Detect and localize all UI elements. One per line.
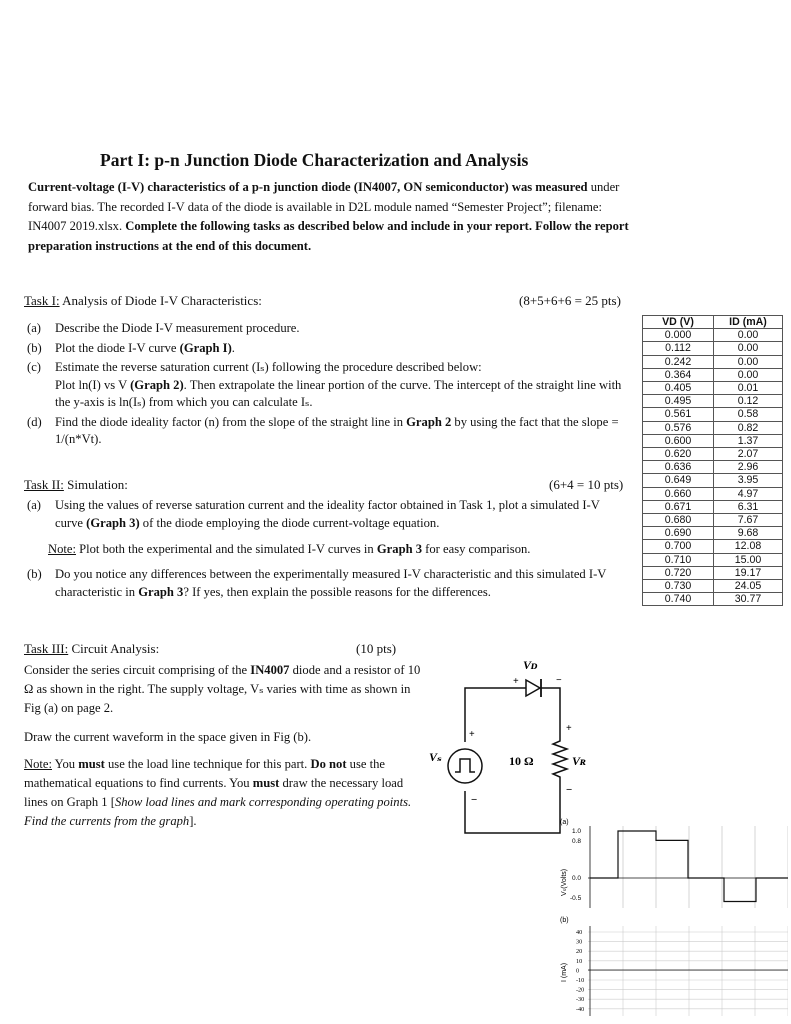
task1-item-b: (b) Plot the diode I-V curve (Graph I). [27, 340, 235, 355]
table-row [643, 487, 783, 500]
intro-bold-1: Current-voltage (I-V) characteristics of a p-n junction diode (IN4007, ON semiconductor) was measured [28, 180, 588, 194]
fig-a-voltage-waveform [552, 816, 788, 912]
task2-heading [24, 477, 128, 493]
iv-data-table-wrap [642, 315, 783, 606]
vs-plus: + [469, 729, 475, 740]
table-cell-id: 2.96 [714, 461, 783, 474]
table-cell-vd: 0.680 [643, 514, 714, 527]
task3-paragraph-2: Draw the current waveform in the space given in Fig (b). [24, 730, 312, 744]
task1-heading [24, 293, 262, 309]
task1-item-d: (d) Find the diode ideality factor (n) from the slope of the straight line in Graph 2 by using the fact that the slope = 1/(n*Vt). [27, 414, 619, 446]
task2-item-a: (a) Using the values of reverse saturation current and the ideality factor obtained in Task 1, plot a simulated I-V curve (Graph 3) of the diode employing the diode current-voltage equation. [27, 498, 600, 530]
task2-label: Task II: [24, 477, 64, 492]
table-cell-vd: 0.364 [643, 368, 714, 381]
fig-b-current-plot [552, 912, 788, 1022]
fig-a-ylabel: Vₛ(Volts) [561, 868, 568, 896]
table-cell-id: 0.12 [714, 395, 783, 408]
table-cell-id: 15.00 [714, 553, 783, 566]
task1-points: (8+5+6+6 = 25 pts) [519, 293, 621, 308]
vd-label: Vᴅ [523, 658, 538, 672]
task3-heading [24, 641, 159, 657]
task2-items-b [27, 566, 627, 603]
table-cell-vd: 0.649 [643, 474, 714, 487]
intro-bold-2: Complete the following tasks as described below and include in your report. Follow the report preparation instructions at the end of this document. [28, 219, 629, 253]
table-row [643, 500, 783, 513]
fig-b-tick: -10 [576, 977, 585, 984]
fig-a-tick-1: 1.0 [572, 828, 582, 835]
vd-minus: − [556, 675, 562, 686]
fig-b-tick: -30 [576, 996, 585, 1004]
task3-label: Task III: [24, 641, 69, 656]
table-cell-id: 4.97 [714, 487, 783, 500]
fig-a-label: (a) [560, 819, 569, 826]
task2-note: Note: Plot both the experimental and the simulated I-V curves in Graph 3 for easy comparison. [48, 542, 531, 556]
table-cell-vd: 0.405 [643, 382, 714, 395]
fig-b-ylabel: I (mA) [561, 962, 568, 982]
table-cell-id: 0.58 [714, 408, 783, 421]
table-cell-id: 0.82 [714, 421, 783, 434]
table-cell-id: 1.37 [714, 434, 783, 447]
table-row [643, 580, 783, 593]
table-row [643, 514, 783, 527]
table-header-id: ID (mA) [714, 316, 783, 329]
fig-b-tick: 20 [576, 948, 583, 956]
diode-symbol [520, 679, 550, 697]
task2-points: (6+4 = 10 pts) [549, 477, 624, 492]
table-cell-id: 30.77 [714, 593, 783, 606]
fig-b-tick: 0 [576, 967, 580, 975]
table-row [643, 593, 783, 606]
vs-label: Vₛ [429, 750, 442, 764]
table-cell-vd: 0.620 [643, 448, 714, 461]
task2-item-b: (b) Do you notice any differences between the experimentally measured I-V characteristic and this simulated I-V characteristic in Graph 3? If yes, then explain the possible reasons for the differences. [27, 567, 607, 599]
voltage-source-symbol [448, 749, 482, 783]
table-cell-vd: 0.000 [643, 329, 714, 342]
task3-note: Note: You must use the load line technique for this part. Do not use the mathematical equations to find currents. You must draw the necessary load lines on Graph 1 [Show load lines and mark corresponding operating points. Find the currents from the graph]. [24, 757, 412, 828]
task1-item-c: (c) Estimate the reverse saturation current (Iₛ) following the procedure described below: Plot ln(I) vs V (Graph 2). Then extrapolate the linear portion of the curve. The intercept of the straight line with the y-axis is ln(Iₛ) from which you can calculate Iₛ. [27, 360, 622, 409]
table-row [643, 342, 783, 355]
table-cell-id: 7.67 [714, 514, 783, 527]
vs-minus: − [471, 794, 478, 806]
wire-top-right [550, 688, 560, 735]
table-cell-id: 24.05 [714, 580, 783, 593]
table-cell-vd: 0.242 [643, 355, 714, 368]
table-cell-vd: 0.495 [643, 395, 714, 408]
table-cell-id: 3.95 [714, 474, 783, 487]
table-row [643, 382, 783, 395]
table-cell-id: 12.08 [714, 540, 783, 553]
fig-a-tick-3: 0.0 [572, 875, 582, 882]
task3-paragraph-1: Consider the series circuit comprising of the IN4007 diode and a resistor of 10 Ω as shown in the right. The supply voltage, Vₛ varies with time as shown in Fig (a) on page 2. [24, 663, 421, 715]
table-cell-id: 6.31 [714, 500, 783, 513]
resistor-label: 10 Ω [509, 754, 534, 768]
task2-items [27, 497, 627, 534]
table-cell-id: 0.01 [714, 382, 783, 395]
table-cell-id: 0.00 [714, 368, 783, 381]
task1-item-a: (a) Describe the Diode I-V measurement procedure. [27, 321, 300, 335]
table-cell-vd: 0.740 [643, 593, 714, 606]
task3-points: (10 pts) [356, 641, 397, 656]
table-cell-id: 0.00 [714, 342, 783, 355]
fig-a-tick-4: -0.5 [570, 895, 582, 902]
table-row [643, 527, 783, 540]
table-row [643, 553, 783, 566]
vr-label: Vʀ [572, 754, 586, 768]
table-cell-vd: 0.636 [643, 461, 714, 474]
table-cell-vd: 0.720 [643, 566, 714, 579]
task1-title: Analysis of Diode I-V Characteristics: [59, 293, 262, 308]
table-row [643, 434, 783, 447]
task2-title: Simulation: [63, 477, 128, 492]
page-title: Part I: p-n Junction Diode Characterization and Analysis [100, 150, 529, 170]
table-cell-vd: 0.561 [643, 408, 714, 421]
table-row [643, 355, 783, 368]
fig-b-tick: 10 [576, 957, 583, 965]
table-cell-vd: 0.576 [643, 421, 714, 434]
iv-data-table [642, 315, 783, 606]
table-cell-id: 0.00 [714, 329, 783, 342]
fig-b-tick: 40 [576, 929, 583, 936]
task1-label: Task I: [24, 293, 60, 308]
table-row [643, 448, 783, 461]
intro-text: under forward bias. The recorded I-V data of the diode is available in D2L module named “Semester Project”; filename: IN4007 2019.xlsx. [28, 180, 620, 233]
table-row [643, 540, 783, 553]
table-row [643, 566, 783, 579]
table-row [643, 421, 783, 434]
table-cell-vd: 0.600 [643, 434, 714, 447]
table-row [643, 474, 783, 487]
table-cell-vd: 0.710 [643, 553, 714, 566]
vd-plus: + [513, 676, 519, 687]
table-cell-id: 0.00 [714, 355, 783, 368]
table-cell-vd: 0.700 [643, 540, 714, 553]
table-row [643, 408, 783, 421]
task1-items [27, 320, 627, 451]
table-cell-vd: 0.112 [643, 342, 714, 355]
table-row [643, 461, 783, 474]
table-cell-vd: 0.660 [643, 487, 714, 500]
resistor-symbol [553, 735, 567, 783]
table-cell-id: 2.07 [714, 448, 783, 461]
fig-a-tick-2: 0.8 [572, 838, 582, 845]
table-cell-id: 9.68 [714, 527, 783, 540]
circuit-diagram [420, 655, 590, 835]
table-cell-vd: 0.671 [643, 500, 714, 513]
table-row [643, 329, 783, 342]
table-cell-vd: 0.690 [643, 527, 714, 540]
fig-b-tick: -20 [576, 986, 585, 994]
table-header-row [643, 316, 783, 329]
wire-bottom [465, 783, 560, 833]
table-header-vd: VD (V) [643, 316, 714, 329]
intro-paragraph [28, 178, 638, 256]
fig-b-label: (b) [560, 917, 569, 924]
vr-minus: − [566, 784, 573, 796]
fig-b-tick: 30 [576, 938, 583, 946]
table-cell-vd: 0.730 [643, 580, 714, 593]
table-row [643, 395, 783, 408]
table-cell-id: 19.17 [714, 566, 783, 579]
task3-title: Circuit Analysis: [68, 641, 160, 656]
table-row [643, 368, 783, 381]
vr-plus: + [566, 723, 572, 734]
fig-b-tick: -40 [576, 1005, 585, 1013]
